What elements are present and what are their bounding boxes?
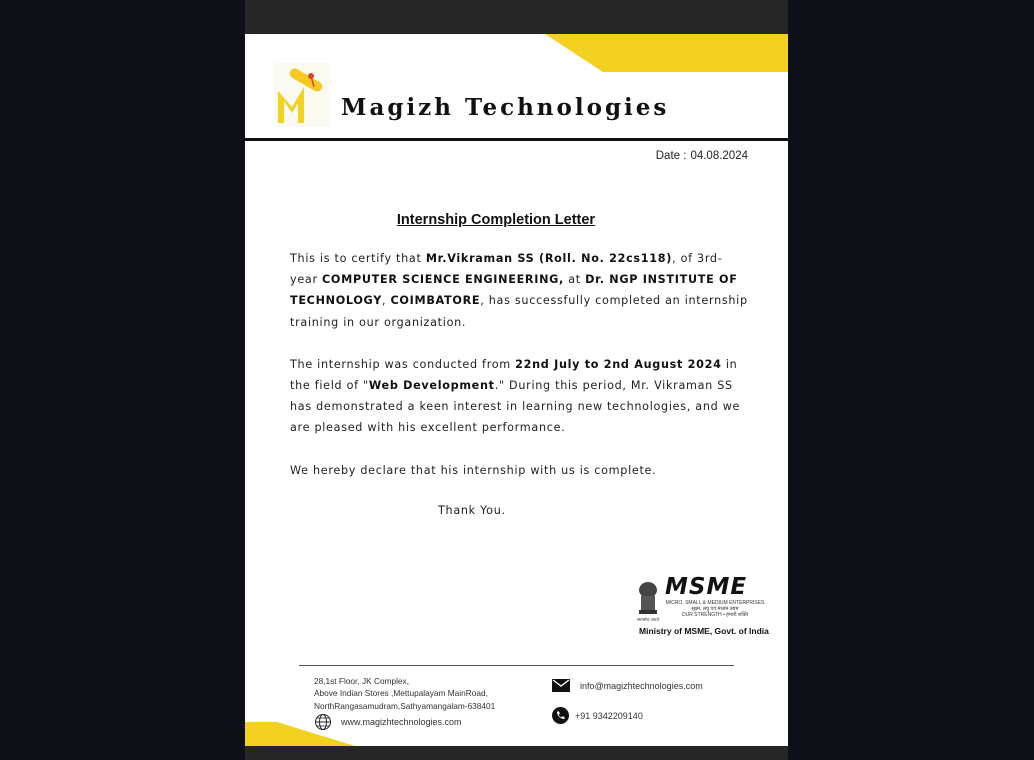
letter-title: Internship Completion Letter (396, 212, 596, 228)
bold-run: Mr.Vikraman SS (Roll. No. 22cs118) (425, 252, 673, 265)
globe-icon (314, 713, 332, 731)
email-link[interactable]: info@magizhtechnologies.com (580, 680, 703, 691)
address-line-2: Above Indian Stores ,Mettupalayam MainRoad, (314, 688, 488, 699)
viewer-bottom-bar (245, 746, 788, 760)
company-logo-icon (274, 63, 330, 127)
bold-run: 22nd July to 2nd August 2024 (515, 357, 722, 371)
address-line-1: 28,1st Floor, JK Complex, (314, 676, 409, 686)
bold-run: COMPUTER SCIENCE ENGINEERING, (322, 273, 564, 287)
phone-icon (552, 707, 569, 724)
closing-thanks: Thank You. (438, 504, 506, 517)
text-run: , (382, 294, 391, 308)
date-value: 04.08.2024 (690, 150, 748, 162)
bold-run: Dr. NGP INSTITUTE OF TECHNOLOGY (290, 273, 738, 308)
text-run: , has successfully completed an internship training in our organization. (290, 294, 748, 329)
bold-run: Web Development (368, 379, 495, 393)
letter-body (290, 248, 750, 502)
bold-run: COIMBATORE (390, 294, 481, 308)
paragraph-internship-details (290, 354, 750, 439)
msme-logo (635, 574, 770, 640)
text-run: This is to certify that (290, 252, 426, 265)
msme-wordmark: MSME (665, 574, 748, 600)
address-line-3: NorthRangasamudram,Sathyamangalam-638401 (314, 700, 496, 711)
text-run: ." During this period, Mr. Vikraman SS has demonstrated a keen interest in learning new technologies, and we are pleased with his excellent performance. (290, 379, 741, 435)
emblem-caption: सत्यमेव जयते (636, 618, 660, 622)
paragraph-certification (290, 248, 750, 333)
paragraph-declaration (290, 460, 750, 481)
footer-address (314, 675, 495, 712)
footer-email (552, 679, 703, 692)
document-page (245, 34, 788, 746)
date-label: Date : (655, 150, 687, 162)
header-divider (245, 138, 788, 141)
msme-subtitle (665, 600, 765, 618)
footer-phone (552, 707, 643, 724)
national-emblem-icon (635, 580, 661, 622)
text-run: The internship was conducted from (290, 357, 516, 371)
msme-subtitle-hi: सूक्ष्म, लघु एवं मध्यम उद्यम (691, 606, 739, 612)
msme-subtitle-en: MICRO, SMALL & MEDIUM ENTERPRISES (665, 600, 765, 606)
footer-website (314, 713, 462, 731)
company-name: Magizh Technologies (341, 94, 670, 121)
letter-date (656, 150, 752, 162)
viewer-top-bar (245, 0, 788, 34)
text-run: , of 3rd-year (290, 252, 723, 287)
phone-number[interactable]: +91 9342209140 (575, 710, 643, 721)
footer-divider (299, 665, 734, 666)
text-run: We hereby declare that his internship with us is complete. (290, 463, 657, 477)
mail-icon (552, 679, 570, 692)
ministry-caption: Ministry of MSME, Govt. of India (639, 626, 769, 636)
text-run: in the field of " (290, 357, 738, 393)
msme-strength: OUR STRENGTH • हमारी शक्ति (681, 612, 749, 618)
text-run: at (564, 273, 586, 287)
website-link[interactable]: www.magizhtechnologies.com (341, 717, 462, 727)
yellow-accent-top (545, 34, 788, 72)
